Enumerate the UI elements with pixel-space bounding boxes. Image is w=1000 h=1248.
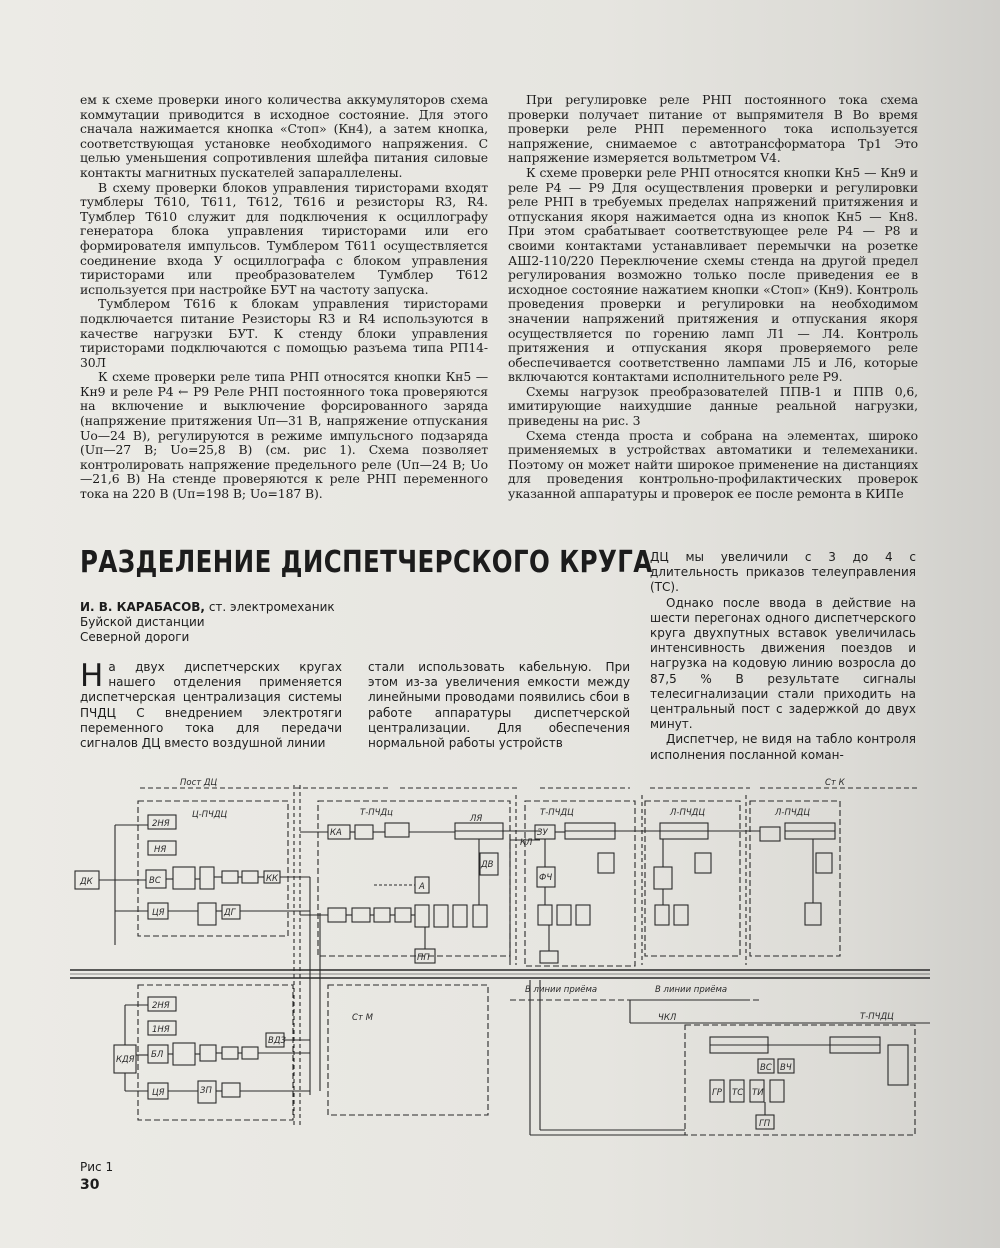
label-fch: ФЧ [539,873,553,883]
article-column-2 [368,660,630,751]
paragraph: К схеме проверки реле типа РНП относятся кнопки Кн5 — Кн9 и реле Р4 ← Р9 Реле РНП постоянного тока проверяются на включение и выключение форсированного заряда (напряжение притяжения Uп—31 В, напряжение отпускания Uо—24 В), регулируются в режиме импульсного подзаряда (Uп—27 В; Uо=25,8 В) (см. рис 1). Схема позволяет контролировать напряжение предельного реле (Uп—24 В; Uо—21,6 В) На стенде проверяются к реле РНП переменного тока на 220 В (Uп=198 В; Uо=187 В). [80,369,488,502]
label-l-pchdc-2: Л-ПЧДЦ [775,808,810,818]
text-column-left [80,93,488,502]
author-block [80,600,380,645]
label-2nya: 2НЯ [152,819,170,829]
paragraph-text: а двух диспетчерских кругах нашего отделения применяется диспетчерская централизация системы ПЧДЦ С внедрением электротяги переменного тока для передачи сигналов ДЦ вместо воздушной линии [80,660,342,751]
paragraph: Тумблером Т616 к блокам управления тиристорами подключается питание Резисторы R3 и R4 используются в качестве нагрузки БУТ. К стенду блоки управления тиристорами подключаются с помощью разъема типа РП14-30Л [80,296,488,370]
label-kl: КЛ [520,838,533,848]
label-zp: ЗП [200,1086,212,1096]
paragraph: Диспетчер, не видя на табло контроля исполнения посланной коман- [650,732,916,762]
label-dv: ДВ [481,860,494,870]
paragraph: Однако после ввода в действие на шести перегонах одного диспетчерского круга двухпутных вставок увеличилась интенсивность движения поездов и нагрузка на кодовую линию возросла до 87,5 % В результате сигналы телесигнализации стали приходить на центральный пост с задержкой до двух минут. [650,595,916,732]
label-gr: ГР [712,1088,722,1098]
label-bl: БЛ [151,1050,164,1060]
label-vs: ВС [149,876,161,886]
label-t-pchdc-lower: Т-ПЧДЦ [860,1012,894,1022]
paragraph: Схемы нагрузок преобразователей ППВ-1 и ППВ 0,6, имитирующие наихудшие данные реальной нагрузки, приведены на рис. 3 [508,383,918,429]
label-dg: ДГ [224,908,236,918]
label-vdz: ВДЗ [268,1036,286,1046]
label-st-m: Ст М [352,1013,373,1023]
label-kdya: КДЯ [116,1055,135,1065]
author-role: ст. электромеханик [205,600,335,614]
label-chkl: ЧКЛ [658,1013,677,1023]
label-kk: КК [266,874,279,884]
article-column-1 [80,660,342,751]
paragraph: К схеме проверки реле РНП относятся кнопки Кн5 — Кн9 и реле Р4 — Р9 Для осуществления проверки и регулировки реле РНП в требуемых пределах напряжений притяжения и отпускания якоря нажимается одна из кнопок Кн5 — Кн8. При этом срабатывает соответствующее реле Р4 — Р8 и своими контактами устанавливает перемычки на розетке АШ2-110/220 Переключение схемы стенда на другой предел регулирования возможно только после приведения ее в исходное состояние нажатием кнопки «Стоп» (Кн9). Контроль проведения проверки и регулировки на необходимом значении напряжений притяжения и отпускания якоря осуществляется по горению ламп Л1 — Л4. Контроль притяжения и отпускания якоря проверяемого реле обеспечивается соответственно лампами Л5 и Л6, которые включаются контактами исполнительного реле Р9. [508,164,918,385]
figure-caption: Рис 1 [80,1160,114,1174]
circuit-diagram [70,775,930,1150]
paragraph: При регулировке реле РНП постоянного тока схема проверки получает питание от выпрямителя В Во время проверки реле РНП переменного тока используется напряжение, снимаемое с автотрансформатора Тр1 Это напряжение измеряется вольтметром V4. [508,92,918,166]
article-column-3 [650,550,916,763]
paragraph: Схема стенда проста и собрана на элементах, широко применяемых в устройствах автоматики и телемеханики. Поэтому он может найти широкое применение на дистанциях для проведения контрольно-профилактических проверок указанной аппаратуры и проверок ее после ремонта в КИПе [508,427,918,502]
label-nya: НЯ [154,845,167,855]
article-title: РАЗДЕЛЕНИЕ ДИСПЕТЧЕРСКОГО КРУГА [80,543,653,580]
label-ti: ТИ [752,1088,764,1098]
label-st-k: Ст К [825,778,845,788]
label-ts: ТС [732,1088,744,1098]
label-1nya: 1НЯ [152,1025,170,1035]
label-vs-lower: ВС [760,1063,772,1073]
paragraph: ем к схеме проверки иного количества аккумуляторов схема коммутации приводится в исходное состояние. Для этого сначала нажимается кнопка «Стоп» (Кн4), а затем кнопка, соответствующая установке необходимого напряжения. С целью уменьшения сопротивления шлейфа питания силовые контакты магнитных пускателей запараллелены. [80,92,488,180]
label-vch: ВЧ [780,1063,792,1073]
label-ka: КА [330,828,342,838]
label-l-pchdc: Л-ПЧДЦ [670,808,705,818]
label-t-pchdc-2: Т-ПЧДЦ [540,808,574,818]
label-2nya-lower: 2НЯ [152,1001,170,1011]
label-line-receive-2: В линии приёма [655,985,728,995]
paragraph: ДЦ мы увеличили с 3 до 4 с длительность приказов телеуправления (ТС). [650,550,916,595]
label-zu: ЗУ [537,828,548,838]
label-t-pchdc: Т-ПЧДц [360,808,393,818]
label-la: ЛЯ [470,814,483,824]
label-post-dc: Пост ДЦ [180,778,218,788]
paragraph: В схему проверки блоков управления тиристорами входят тумблеры Т610, Т611, Т612, Т616 и резисторы R3, R4. Тумблер Т610 служит для подключения к осциллографу генератора блока управления тиристорами или его формирователя импульсов. Тумблером Т611 осуществляется соединение входа У осциллографа с блоком управления тиристорами или преобразователем Тумблер Т612 используется при настройке БУТ на частоту запуска. [80,179,488,297]
drop-cap: Н [80,658,104,694]
paragraph [80,660,342,751]
text-column-right [508,93,918,502]
author-name: И. В. КАРАБАСОВ, [80,600,205,614]
label-line-receive: В линии приёма [525,985,598,995]
paragraph: стали использовать кабельную. При этом из-за увеличения емкости между линейными проводами появились сбои в работе аппаратуры диспетчерской централизации. Для обеспечения нормальной работы устройств [368,660,630,751]
page-number: 30 [80,1177,100,1193]
label-cya-lower: ЦЯ [152,1088,165,1098]
label-gp: ГП [759,1119,771,1129]
label-c-pchdc: Ц-ПЧДЦ [192,810,228,820]
label-dk: ДК [80,877,93,887]
author-affiliation-road: Северной дороги [80,630,190,644]
label-a: А [419,882,425,892]
label-cya: ЦЯ [152,908,165,918]
author-affiliation: Буйской дистанции [80,615,205,629]
label-pp: ПП [417,953,430,963]
